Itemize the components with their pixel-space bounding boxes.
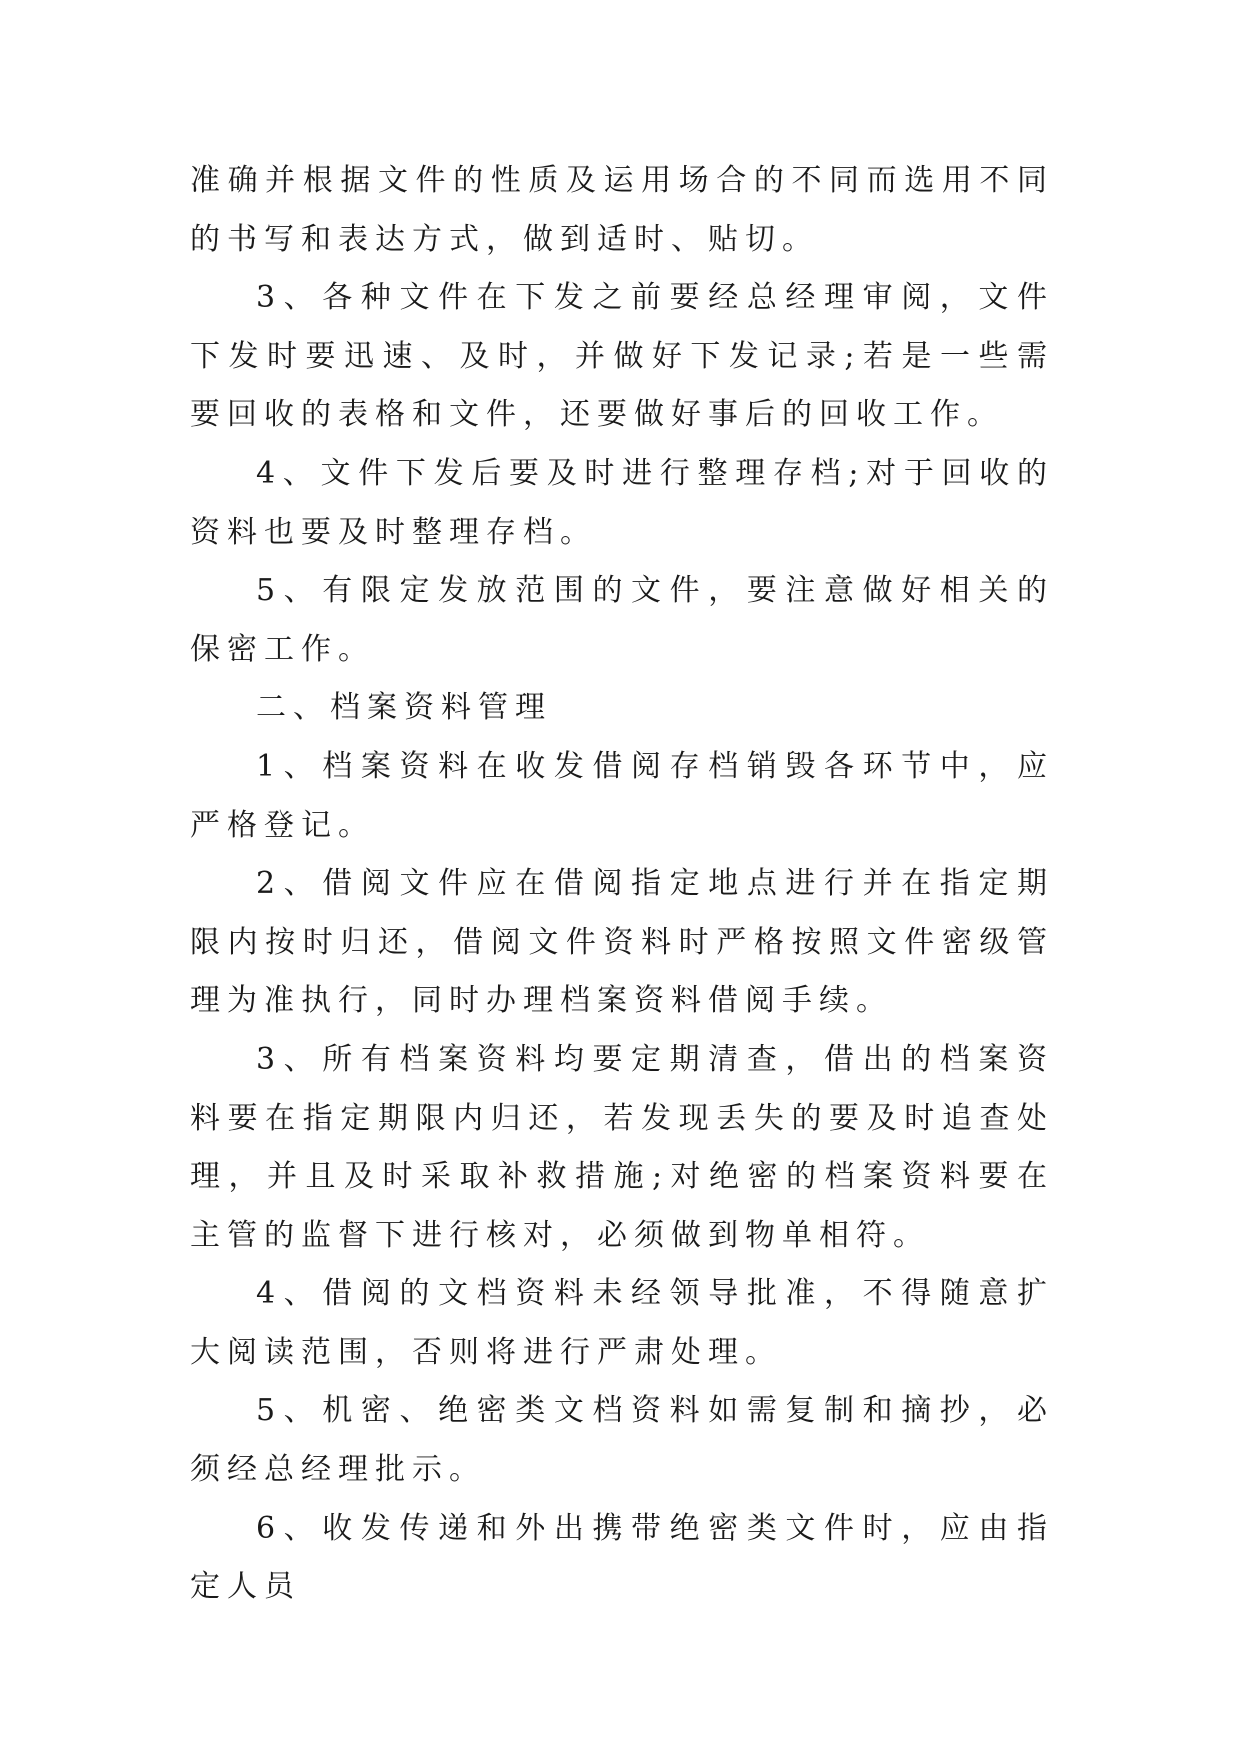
paragraph-archive-4: 4、借阅的文档资料未经领导批准，不得随意扩大阅读范围，否则将进行严肃处理。	[190, 1276, 1054, 1370]
paragraph-archive-1: 1、档案资料在收发借阅存档销毁各环节中，应严格登记。	[190, 748, 1054, 843]
paragraph-archive-5: 5、机密、绝密类文档资料如需复制和摘抄，必须经总经理批示。	[190, 1393, 1054, 1488]
paragraph-item-5: 5、有限定发放范围的文件，要注意做好相关的保密工作。	[190, 573, 1054, 667]
section-heading: 二、档案资料管理	[256, 690, 552, 726]
paragraph-item-4: 4、文件下发后要及时进行整理存档;对于回收的资料也要及时整理存档。	[190, 455, 1054, 550]
paragraph-continuation: 准确并根据文件的性质及运用场合的不同而选用不同的书写和表达方式，做到适时、贴切。	[190, 163, 1054, 257]
paragraph-archive-3: 3、所有档案资料均要定期清查，借出的档案资料要在指定期限内归还，若发现丢失的要及时追查处理，并且及时采取补救措施;对绝密的档案资料要在主管的监督下进行核对，必须做到物单相符。	[190, 1041, 1054, 1253]
paragraph-item-3: 3、各种文件在下发之前要经总经理审阅，文件下发时要迅速、及时，并做好下发记录;若是一些需要回收的表格和文件，还要做好事后的回收工作。	[190, 280, 1054, 433]
paragraph-archive-2: 2、借阅文件应在借阅指定地点进行并在指定期限内按时归还，借阅文件资料时严格按照文件密级管理为准执行，同时办理档案资料借阅手续。	[190, 866, 1054, 1019]
document-body	[190, 152, 1054, 1617]
paragraph-archive-6: 6、收发传递和外出携带绝密类文件时，应由指定人员	[190, 1510, 1054, 1605]
